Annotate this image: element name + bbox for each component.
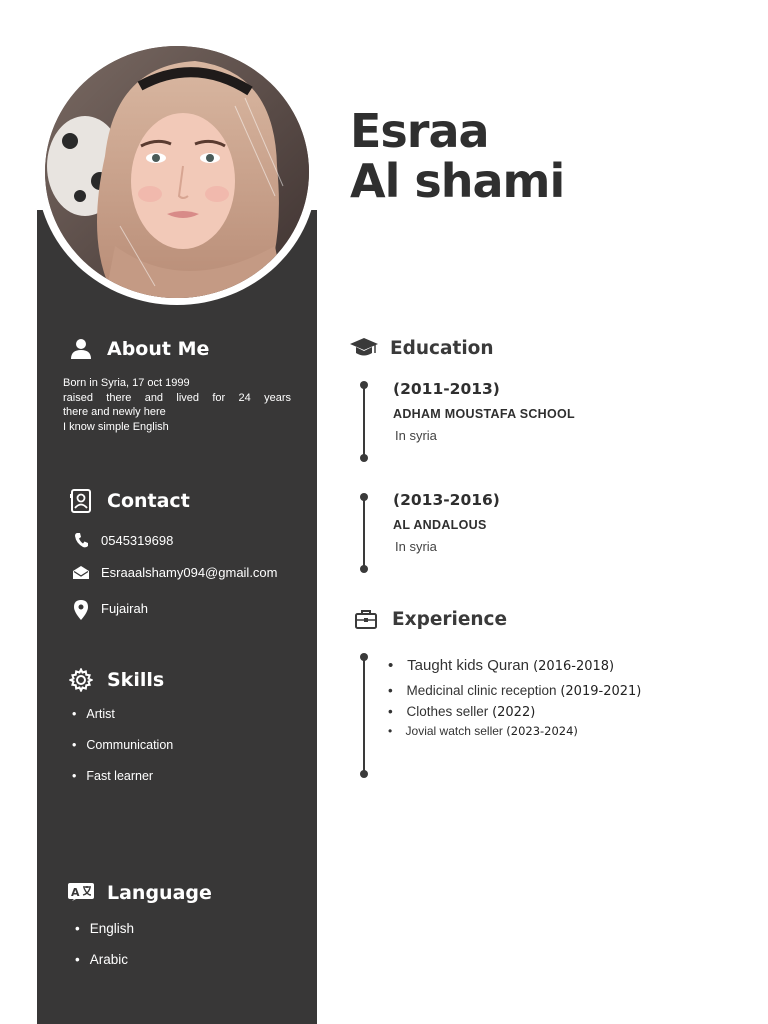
skills-heading (68, 667, 164, 693)
about-heading-label: About Me (107, 338, 210, 360)
language-heading-label: Language (107, 882, 212, 904)
experience-heading-label: Experience (392, 608, 508, 630)
phone-icon (72, 532, 90, 548)
experience-item (388, 704, 535, 720)
experience-role: Clothes seller (406, 704, 489, 719)
contact-location-row (72, 600, 306, 620)
experience-timeline-line (363, 657, 365, 774)
education-location: In syria (395, 539, 437, 554)
contact-email[interactable]: Esraaalshamy094@gmail.com (101, 565, 278, 580)
gear-icon (68, 667, 94, 693)
contact-heading (68, 488, 190, 514)
education-timeline-line (363, 497, 365, 569)
contact-email-row (72, 564, 306, 582)
profile-photo-illustration (45, 46, 309, 298)
experience-years: (2023-2024) (506, 724, 578, 738)
timeline-dot (360, 454, 368, 462)
graduation-cap-icon (350, 336, 378, 360)
first-name: Esraa (350, 104, 489, 158)
translate-icon (68, 880, 94, 906)
experience-role: Medicinal clinic reception (406, 683, 557, 698)
briefcase-icon (352, 607, 380, 631)
education-years: (2011-2013) (393, 380, 500, 398)
language-item: • Arabic (75, 952, 128, 967)
profile-photo (45, 46, 309, 298)
education-location: In syria (395, 428, 437, 443)
experience-years: (2016-2018) (533, 659, 615, 674)
skills-heading-label: Skills (107, 669, 165, 691)
contact-card-icon (68, 488, 94, 514)
experience-role: Jovial watch seller (405, 724, 503, 738)
contact-heading-label: Contact (107, 490, 190, 512)
education-school: AL ANDALOUS (393, 518, 487, 532)
skill-item: • Communication (72, 738, 173, 752)
experience-item (388, 724, 578, 738)
experience-years: (2022) (492, 705, 536, 720)
experience-years: (2019-2021) (560, 684, 642, 699)
last-name: Al shami (350, 154, 565, 208)
experience-heading (352, 607, 507, 631)
skill-item: • Fast learner (72, 769, 153, 783)
experience-item (388, 657, 614, 674)
profile-name (350, 106, 564, 206)
language-heading (68, 880, 212, 906)
education-heading-label: Education (390, 337, 494, 359)
about-line: raised there and lived for 24 years (63, 391, 291, 404)
education-years: (2013-2016) (393, 491, 500, 509)
timeline-dot (360, 493, 368, 501)
about-line: there and newly here (63, 406, 166, 418)
education-heading (350, 336, 494, 360)
user-icon (68, 336, 94, 362)
timeline-dot (360, 565, 368, 573)
timeline-dot (360, 770, 368, 778)
experience-role: Taught kids Quran (407, 657, 529, 674)
about-text (63, 376, 291, 434)
about-line: I know simple English (63, 420, 169, 433)
contact-phone-row (72, 532, 306, 550)
envelope-icon (72, 564, 90, 579)
education-timeline-line (363, 385, 365, 458)
contact-phone[interactable]: 0545319698 (101, 533, 174, 548)
timeline-dot (360, 653, 368, 661)
language-item: • English (75, 921, 134, 936)
svg-text:A: A (71, 886, 80, 899)
education-school: ADHAM MOUSTAFA SCHOOL (393, 407, 575, 421)
about-line: Born in Syria, 17 oct 1999 (63, 377, 190, 389)
experience-item (388, 683, 641, 699)
skill-item: • Artist (72, 707, 115, 721)
contact-location: Fujairah (101, 601, 148, 616)
map-pin-icon (72, 600, 90, 620)
about-heading (68, 336, 209, 362)
timeline-dot (360, 381, 368, 389)
